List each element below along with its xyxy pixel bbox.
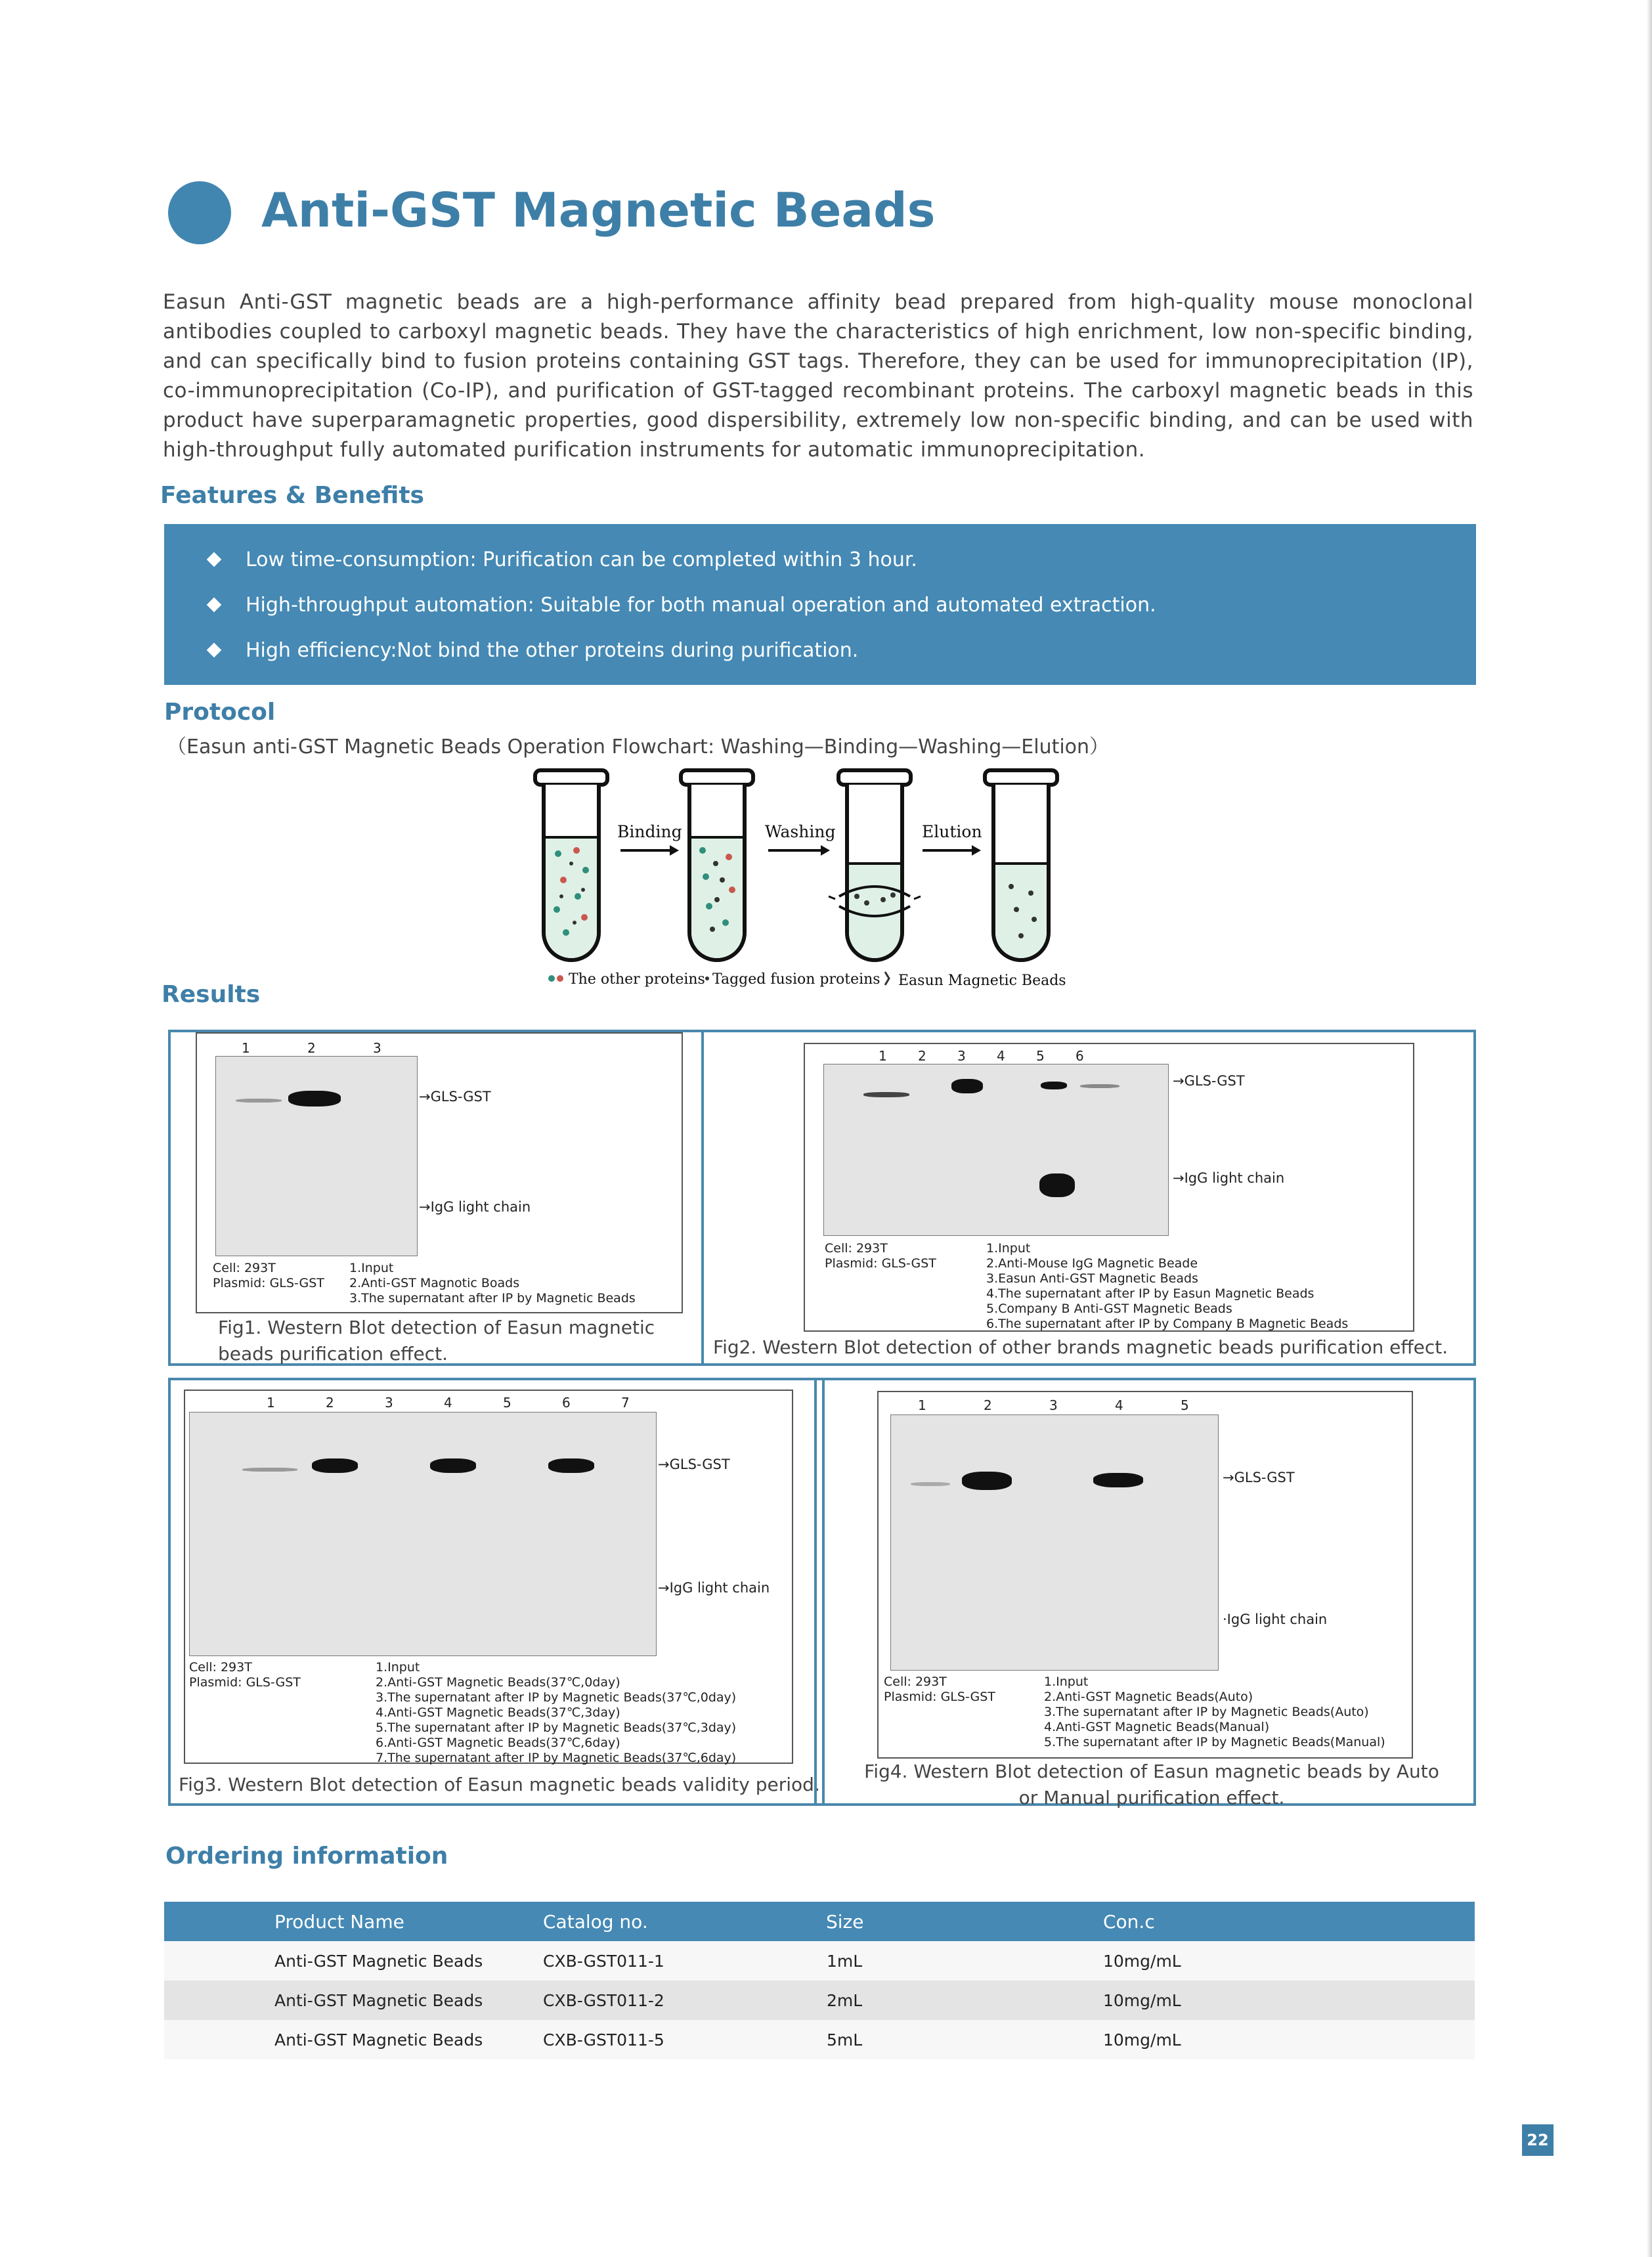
cell-catalog: CXB-GST011-1 [543,1951,664,1971]
band [951,1079,983,1093]
lane-label: 2 [918,1048,926,1064]
band-label-gls-gst: →GLS-GST [1173,1073,1245,1089]
table-row [164,2020,1475,2059]
cell-size: 5mL [827,2030,863,2049]
title-bullet-icon [168,181,231,244]
lane-label: 3 [385,1395,393,1411]
legend-line: 6.The supernatant after IP by Company B Magnetic Beads [986,1317,1349,1331]
diamond-bullet-icon [207,598,222,613]
legend-line: 3.The supernatant after IP by Magnetic Beads(Auto) [1044,1705,1369,1719]
lane-label: 6 [1076,1048,1084,1064]
band [1041,1082,1067,1089]
band-label-igg: ·IgG light chain [1223,1611,1328,1627]
tube-icon [535,770,607,960]
col-catalog: Catalog no. [543,1902,826,1941]
lane-label: 2 [326,1395,334,1411]
intro-paragraph: Easun Anti-GST magnetic beads are a high-performance affinity bead prepared from high-quality mouse monoclonal antibodies coupled to carboxyl magnetic beads. They have the characteristics of high enrichment, low non-specific binding, and can specifically bind to fusion proteins containing GST tags. Therefore, they can be used for immunoprecipitation (IP), co-immunoprecipitation (Co-IP), and purification of GST-tagged recombinant proteins. The carboxyl magnetic beads in this product have superparamagnetic properties, good dispersibility, extremely low non-specific binding, and can be used with high-throughput fully automated purification instruments for automatic immunoprecipitation. [163,290,1473,462]
fig1-blot-frame [196,1032,683,1313]
band [236,1099,282,1103]
col-product-name: Product Name [164,1902,543,1941]
fig3-caption: Fig3. Western Blot detection of Easun magnetic beads validity period. [179,1774,820,1795]
legend-line: 1.Input [986,1241,1031,1256]
legend-line: 2.Anti-GST Magnetic Beads(Auto) [1044,1690,1253,1704]
band [312,1458,358,1473]
fig1-caption: Fig1. Western Blot detection of Easun magnetic beads purification effect. [218,1317,655,1365]
band [548,1458,594,1473]
lane-label: 5 [503,1395,511,1411]
fig1-blot-image [215,1056,418,1256]
fig2-blot-image [823,1064,1169,1236]
band [863,1092,909,1097]
plasmid: Plasmid: GLS-GST [189,1675,301,1690]
cell-catalog: CXB-GST011-2 [543,1990,664,2010]
cell-conc: 10mg/mL [1103,1990,1181,2010]
band [962,1472,1012,1490]
lane-label: 2 [984,1397,992,1413]
band-label-gls-gst: →GLS-GST [1223,1470,1295,1485]
fig4-cell-info [884,1675,995,1705]
legend-line: 4.Anti-GST Magnetic Beads(Manual) [1044,1720,1270,1734]
legend-magnetic-beads: Easun Magnetic Beads [898,973,1066,989]
table-row [164,1981,1475,2020]
lane-label: 5 [1181,1397,1189,1413]
step-label-washing: Washing [765,822,836,841]
step-label-binding: Binding [617,822,682,841]
results-heading: Results [162,981,261,1008]
table-row [164,1941,1475,1981]
fig2-blot-frame [804,1043,1414,1332]
protocol-heading: Protocol [164,699,276,726]
lane-label: 1 [879,1048,887,1064]
feature-item [204,585,1156,625]
protocol-flowchart [525,765,1077,1001]
diamond-bullet-icon [207,552,222,567]
fig3-panel [168,1378,825,1806]
fig4-lane-legend [1044,1675,1385,1750]
tube-icon [829,770,921,960]
ordering-heading: Ordering information [165,1843,448,1870]
fig4-blot-image [890,1414,1219,1671]
band [1039,1173,1075,1197]
col-size: Size [826,1902,1102,1941]
other-protein-dot-icon [557,975,563,982]
plasmid: Plasmid: GLS-GST [213,1276,324,1290]
feature-text: High-throughput automation: Suitable for both manual operation and automated extraction. [246,593,1156,617]
magnetic-bead-icon [885,972,889,985]
lane-label: 3 [957,1048,966,1064]
features-heading: Features & Benefits [160,482,424,509]
ordering-table [164,1902,1475,2059]
cell-conc: 10mg/mL [1103,2030,1181,2049]
legend-line: 3.The supernatant after IP by Magnetic Beads(37℃,0day) [376,1690,737,1705]
legend-line: 5.The supernatant after IP by Magnetic Beads(Manual) [1044,1735,1385,1749]
band [288,1091,341,1107]
fig2-caption: Fig2. Western Blot detection of other brands magnetic beads purification effect. [713,1336,1448,1358]
lane-label: 3 [1049,1397,1058,1413]
lane-label: 6 [562,1395,571,1411]
fig1-panel [168,1030,704,1366]
lane-label: 4 [1115,1397,1123,1413]
legend-line: 1.Input [1044,1675,1089,1689]
band-label-gls-gst: →GLS-GST [658,1457,730,1472]
fig2-cell-info [825,1241,936,1271]
lane-label: 2 [307,1040,316,1056]
band-label-igg: →IgG light chain [419,1199,531,1215]
col-conc: Con.c [1102,1902,1475,1941]
fig4-caption: Fig4. Western Blot detection of Easun magnetic beads by Auto or Manual purification effect. [864,1761,1439,1808]
cell-product: Anti-GST Magnetic Beads [274,1990,483,2010]
lane-label: 1 [267,1395,275,1411]
lane-label: 5 [1036,1048,1045,1064]
diamond-bullet-icon [207,643,222,658]
cell-catalog: CXB-GST011-5 [543,2030,664,2049]
cell-line: Cell: 293T [189,1660,252,1675]
table-header-row [164,1902,1475,1941]
band [1080,1084,1119,1088]
plasmid: Plasmid: GLS-GST [825,1256,936,1271]
fig1-lane-legend [349,1261,636,1306]
cell-size: 2mL [827,1990,863,2010]
legend-line: 2.Anti-GST Magnotic Boads [349,1276,520,1290]
cell-size: 1mL [827,1951,863,1971]
band-label-gls-gst: →GLS-GST [419,1089,491,1105]
lane-label: 3 [373,1040,381,1056]
band [1093,1473,1143,1487]
fig2-lane-legend [986,1241,1348,1332]
fig3-lane-legend [376,1660,736,1766]
page-number: 22 [1522,2124,1554,2156]
protocol-subtitle: （Easun anti-GST Magnetic Beads Operation Flowchart: Washing—Binding—Washing—Elution） [167,735,1110,758]
band-label-igg: →IgG light chain [1173,1170,1285,1186]
page-title: Anti-GST Magnetic Beads [261,183,936,238]
fig4-blot-frame [877,1391,1413,1759]
legend-line: 5.Company B Anti-GST Magnetic Beads [986,1302,1232,1316]
legend-line: 4.The supernatant after IP by Easun Magnetic Beads [986,1286,1315,1301]
band [430,1458,476,1473]
band-label-igg: →IgG light chain [658,1580,770,1596]
lane-label: 4 [444,1395,452,1411]
other-protein-dot-icon [548,975,555,982]
plasmid: Plasmid: GLS-GST [884,1690,995,1704]
lane-label: 4 [997,1048,1005,1064]
cell-line: Cell: 293T [884,1675,947,1689]
tube-icon [985,770,1057,960]
tagged-protein-dot-icon [705,976,709,980]
legend-line: 4.Anti-GST Magnetic Beads(37℃,3day) [376,1705,620,1720]
legend-line: 7.The supernatant after IP by Magnetic Beads(37℃,6day) [376,1751,737,1765]
legend-line: 1.Input [376,1660,420,1675]
legend-line: 6.Anti-GST Magnetic Beads(37℃,6day) [376,1736,620,1750]
feature-text: High efficiency:Not bind the other proteins during purification. [246,638,859,662]
cell-line: Cell: 293T [825,1241,888,1256]
legend-line: 3.Easun Anti-GST Magnetic Beads [986,1271,1198,1286]
feature-item [204,630,858,670]
fig4-panel [814,1378,1476,1806]
cell-product: Anti-GST Magnetic Beads [274,1951,483,1971]
feature-text: Low time-consumption: Purification can be completed within 3 hour. [246,548,917,571]
tube-icon [681,770,753,960]
legend-line: 3.The supernatant after IP by Magnetic Beads [349,1291,636,1305]
legend-tagged-proteins: Tagged fusion proteins [712,971,880,988]
fig3-blot-frame [184,1390,793,1764]
lane-label: 1 [242,1040,250,1056]
fig2-panel [701,1030,1476,1366]
legend-line: 2.Anti-GST Magnetic Beads(37℃,0day) [376,1675,620,1690]
lane-label: 1 [918,1397,926,1413]
cell-line: Cell: 293T [213,1261,276,1275]
legend-line: 2.Anti-Mouse IgG Magnetic Beade [986,1256,1198,1271]
fig3-blot-image [189,1412,657,1656]
step-label-elution: Elution [922,822,982,841]
cell-product: Anti-GST Magnetic Beads [274,2030,483,2049]
feature-item [204,540,917,579]
band [242,1468,297,1472]
legend-line: 1.Input [349,1261,394,1275]
legend-other-proteins: The other proteins [569,971,705,988]
lane-label: 7 [621,1395,630,1411]
page-edge [1647,0,1652,2257]
fig1-cell-info [213,1261,324,1291]
cell-conc: 10mg/mL [1103,1951,1181,1971]
features-box [164,524,1476,685]
legend-line: 5.The supernatant after IP by Magnetic Beads(37℃,3day) [376,1720,737,1735]
band [911,1482,950,1486]
fig3-cell-info [189,1660,301,1690]
